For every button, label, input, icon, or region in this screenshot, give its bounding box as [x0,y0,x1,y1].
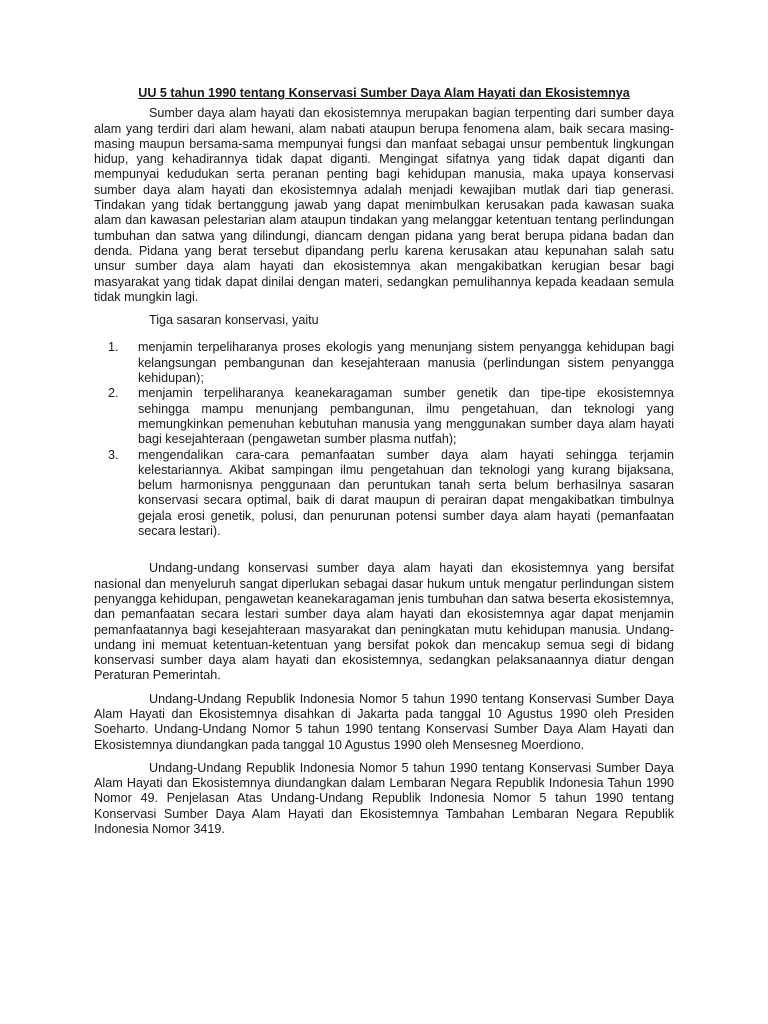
list-item [94,340,674,386]
conservation-targets-list [94,340,674,539]
paragraph-4: Undang-Undang Republik Indonesia Nomor 5 tahun 1990 tentang Konservasi Sumber Daya Alam Hayati dan Ekosistemnya diundangkan dalam Lembaran Negara Republik Indonesia Tahun 1990 Nomor 49. Penjelasan Atas Undang-Undang Republik Indonesia Nomor 5 tahun 1990 tentang Konservasi Sumber Daya Alam Hayati dan Ekosistemnya Tambahan Lembaran Negara Republik Indonesia Nomor 3419. [94,760,674,837]
document-page [94,86,674,845]
list-item-number: 2. [108,386,119,401]
list-item [94,448,674,540]
paragraph-1: Sumber daya alam hayati dan ekosistemnya merupakan bagian terpenting dari sumber daya alam yang terdiri dari alam hewani, alam nabati ataupun berupa fenomena alam, baik secara masing-masing maupun bersama-sama mempunyai fungsi dan manfaat sebagai unsur pembentuk lingkungan hidup, yang kehadirannya tidak dapat diganti. Mengingat sifatnya yang tidak dapat diganti dan mempunyai kedudukan serta peranan penting bagi kehidupan manusia, maka upaya konservasi sumber daya alam hayati dan ekosistemnya adalah menjadi kewajiban mutlak dari tiap generasi. Tindakan yang tidak bertanggung jawab yang dapat menimbulkan kerusakan pada kawasan suaka alam dan kawasan pelestarian alam ataupun tindakan yang melanggar ketentuan tentang perlindungan tumbuhan dan satwa yang dilindungi, diancam dengan pidana yang berat berupa pidana badan dan denda. Pidana yang berat tersebut dipandang perlu karena kerusakan atau kepunahan salah satu unsur sumber daya alam hayati dan ekosistemnya akan mengakibatkan kerugian besar bagi masyarakat yang tidak dapat dinilai dengan materi, sedangkan pemulihannya kepada keadaan semula tidak mungkin lagi. [94,106,674,304]
list-item-text: menjamin terpeliharanya keanekaragaman sumber genetik dan tipe-tipe ekosistemnya sehingga mampu menunjang pembangunan, ilmu pengetahuan, dan teknologi yang memungkinkan pemenuhan kebutuhan manusia yang menggunakan sumber daya alam hayati bagi kesejahteraan (pengawetan sumber plasma nutfah); [138,386,674,447]
document-title: UU 5 tahun 1990 tentang Konservasi Sumber Daya Alam Hayati dan Ekosistemnya [138,86,630,100]
list-item-number: 1. [108,340,119,355]
list-intro: Tiga sasaran konservasi, yaitu [149,313,319,328]
list-item [94,386,674,447]
list-item-number: 3. [108,447,119,462]
paragraph-3: Undang-Undang Republik Indonesia Nomor 5 tahun 1990 tentang Konservasi Sumber Daya Alam Hayati dan Ekosistemnya disahkan di Jakarta pada tanggal 10 Agustus 1990 oleh Presiden Soeharto. Undang-Undang Nomor 5 tahun 1990 tentang Konservasi Sumber Daya Alam Hayati dan Ekosistemnya diundangkan pada tanggal 10 Agustus 1990 oleh Mensesneg Moerdiono. [94,691,674,752]
list-item-text: mengendalikan cara-cara pemanfaatan sumber daya alam hayati sehingga terjamin kelestariannya. Akibat sampingan ilmu pengetahuan dan teknologi yang kurang bijaksana, belum harmonisnya penggunaan dan peruntukan tanah serta belum berhasilnya sasaran konservasi secara optimal, baik di darat maupun di perairan dapat mengakibatkan timbulnya gejala erosi genetik, polusi, dan penurunan potensi sumber daya alam hayati (pemanfaatan secara lestari). [138,447,674,539]
paragraph-2: Undang-undang konservasi sumber daya alam hayati dan ekosistemnya yang bersifat nasional dan menyeluruh sangat diperlukan sebagai dasar hukum untuk mengatur perlindungan sistem penyangga kehidupan, pengawetan keanekaragaman jenis tumbuhan dan satwa beserta ekosistemnya, dan pemanfaatan secara lestari sumber daya alam hayati dan ekosistemnya agar dapat menjamin pemanfaatannya bagi kesejahteraan masyarakat dan peningkatan mutu kehidupan manusia. Undang-undang ini memuat ketentuan-ketentuan yang bersifat pokok dan mencakup semua segi di bidang konservasi sumber daya alam hayati dan ekosistemnya, sedangkan pelaksanaannya diatur dengan Peraturan Pemerintah. [94,561,674,683]
list-item-text: menjamin terpeliharanya proses ekologis yang menunjang sistem penyangga kehidupan bagi kelangsungan pembangunan dan kesejahteraan manusia (perlindungan sistem penyangga kehidupan); [138,340,674,386]
